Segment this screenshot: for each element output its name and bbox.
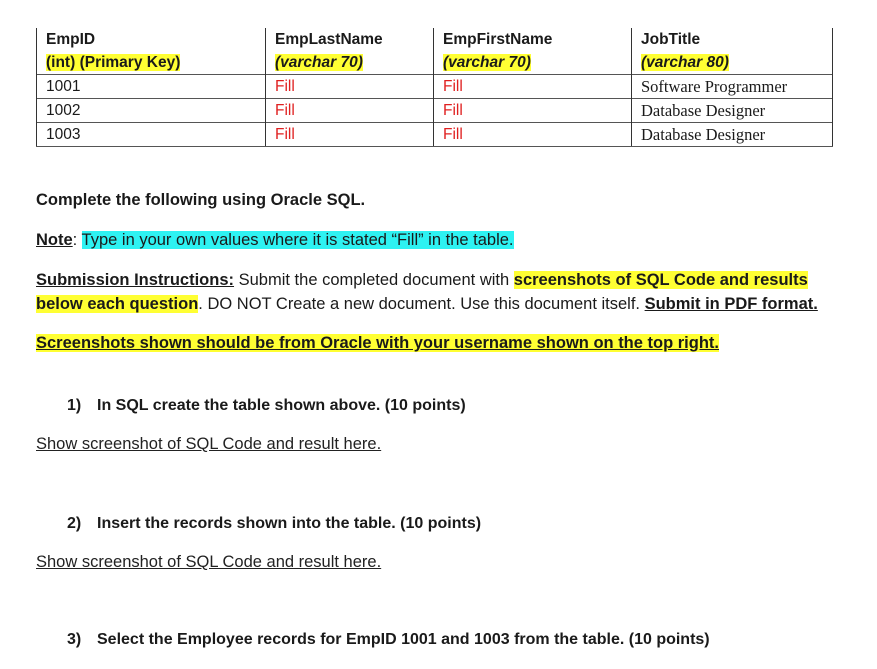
- submission-text-2: . DO NOT Create a new document. Use this document itself.: [198, 295, 645, 313]
- column-header: EmpID: [37, 28, 266, 51]
- submission-text: Submit the completed document with: [234, 271, 514, 289]
- pdf-format-note: Submit in PDF format.: [644, 295, 818, 313]
- first-name-cell: Fill: [434, 75, 632, 99]
- column-header: JobTitle: [632, 28, 833, 51]
- submission-label: Submission Instructions:: [36, 271, 235, 289]
- screenshots-note-text: Screenshots shown should be from Oracle with your username shown on the top right.: [36, 334, 720, 352]
- first-name-cell: Fill: [434, 123, 632, 147]
- table-row: [37, 99, 833, 123]
- question-1: [67, 397, 466, 415]
- table-header-types: [37, 51, 833, 75]
- job-title-cell: Software Programmer: [632, 75, 833, 99]
- emp-id-cell: 1002: [37, 99, 266, 123]
- screenshots-note: [36, 331, 719, 355]
- question-number: 2): [67, 515, 82, 532]
- column-type: (varchar 70): [443, 54, 531, 71]
- emp-id-cell: 1001: [37, 75, 266, 99]
- last-name-cell: Fill: [266, 123, 434, 147]
- note-label: Note: [36, 231, 73, 249]
- table-row: [37, 75, 833, 99]
- table-row: [37, 123, 833, 147]
- question-3: [67, 631, 710, 649]
- column-type-cell: [37, 51, 266, 75]
- submission-highlight: screenshots of SQL Code and results: [513, 271, 808, 289]
- submission-highlight-2: below each question: [36, 295, 199, 313]
- question-number: 1): [67, 397, 82, 414]
- note-text: Type in your own values where it is stated “Fill” in the table.: [81, 231, 514, 249]
- column-type: (varchar 80): [641, 54, 729, 71]
- column-header: EmpFirstName: [434, 28, 632, 51]
- note-paragraph: [36, 228, 514, 252]
- column-header: EmpLastName: [266, 28, 434, 51]
- question-text: In SQL create the table shown above. (10 points): [97, 397, 466, 414]
- first-name-cell: Fill: [434, 99, 632, 123]
- column-type: (int) (Primary Key): [46, 54, 181, 71]
- answer-placeholder-1: Show screenshot of SQL Code and result here.: [36, 435, 382, 453]
- note-separator: :: [72, 231, 82, 249]
- employee-table: [36, 28, 833, 147]
- answer-placeholder-2: Show screenshot of SQL Code and result here.: [36, 553, 382, 571]
- table-header-names: [37, 28, 833, 51]
- submission-paragraph: [36, 268, 818, 316]
- emp-id-cell: 1003: [37, 123, 266, 147]
- job-title-cell: Database Designer: [632, 123, 833, 147]
- instructions-heading: Complete the following using Oracle SQL.: [36, 191, 366, 209]
- question-text: Insert the records shown into the table. (10 points): [97, 515, 482, 532]
- last-name-cell: Fill: [266, 99, 434, 123]
- last-name-cell: Fill: [266, 75, 434, 99]
- question-number: 3): [67, 631, 82, 648]
- question-2: [67, 515, 481, 533]
- job-title-cell: Database Designer: [632, 99, 833, 123]
- question-text: Select the Employee records for EmpID 1001 and 1003 from the table. (10 points): [97, 631, 710, 648]
- column-type-cell: [434, 51, 632, 75]
- column-type: (varchar 70): [275, 54, 363, 71]
- column-type-cell: [632, 51, 833, 75]
- column-type-cell: [266, 51, 434, 75]
